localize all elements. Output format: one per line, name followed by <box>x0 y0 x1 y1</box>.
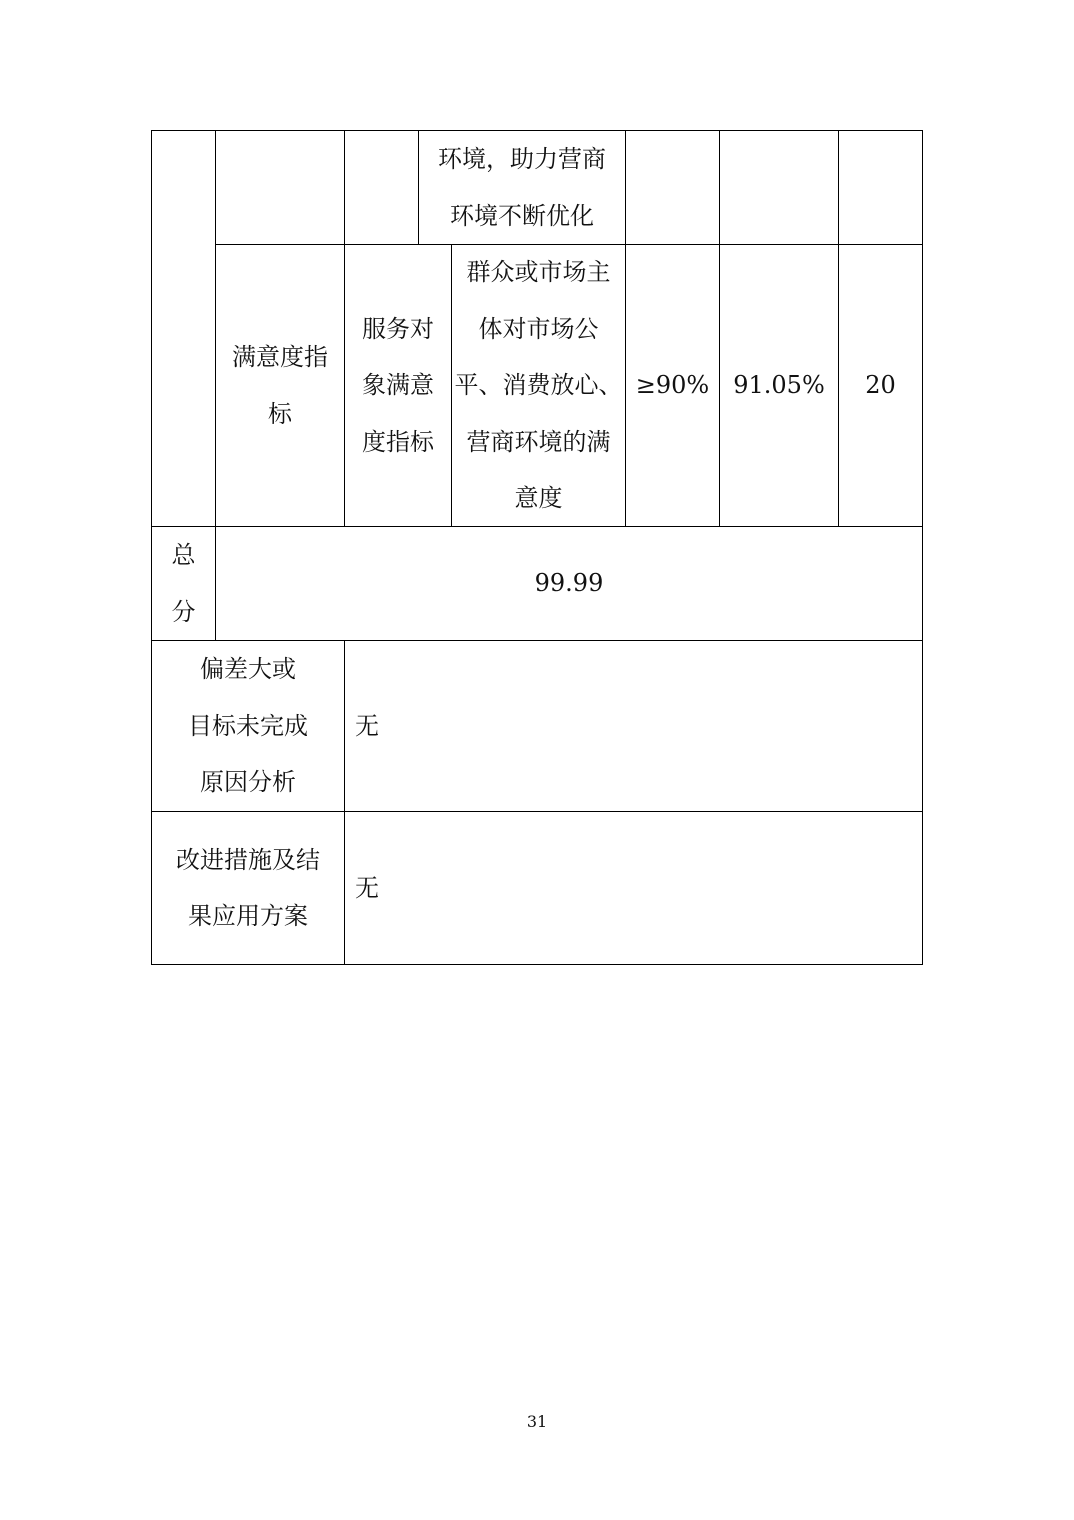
indicator-line: 体对市场公 <box>478 314 599 343</box>
indicator-line: 意度 <box>514 484 563 513</box>
indicator-line: 群众或市场主 <box>466 258 611 287</box>
improvement-value: 无 <box>355 873 379 902</box>
category-line: 满意度指 <box>232 343 328 371</box>
target-value-cell <box>626 245 719 526</box>
category-line: 标 <box>268 399 292 428</box>
target-value: ≥90% <box>635 371 710 400</box>
actual-value-cell <box>720 245 838 526</box>
deviation-label-line: 目标未完成 <box>188 711 308 740</box>
improvement-label-line: 果应用方案 <box>188 902 308 930</box>
improvement-label-cell <box>152 812 344 964</box>
subcategory-line: 度指标 <box>362 427 434 456</box>
deviation-value-cell <box>345 641 922 811</box>
indicator-line: 平、消费放心、 <box>454 371 623 400</box>
actual-value: 91.05% <box>733 371 825 400</box>
deviation-value: 无 <box>355 711 379 740</box>
indicator-line: 环境，助力营商 <box>438 145 606 173</box>
deviation-label-cell <box>152 641 344 811</box>
total-label-line: 分 <box>171 597 196 626</box>
indicator-cell-top <box>419 131 625 244</box>
subcategory-cell <box>345 245 451 526</box>
indicator-line: 营商环境的满 <box>466 427 611 456</box>
deviation-label-line: 偏差大或 <box>200 655 296 684</box>
deviation-label-line: 原因分析 <box>200 768 296 797</box>
total-label-line: 总 <box>171 541 196 569</box>
score-value: 20 <box>865 371 896 400</box>
score-cell <box>839 245 922 526</box>
subcategory-line: 服务对 <box>362 314 434 343</box>
total-label-cell <box>152 527 215 640</box>
improvement-label-line: 改进措施及结 <box>176 845 320 874</box>
total-value-cell <box>216 527 922 640</box>
indicator-line: 环境不断优化 <box>450 201 594 230</box>
improvement-value-cell <box>345 812 922 964</box>
subcategory-line: 象满意 <box>362 371 434 400</box>
page-number: 31 <box>526 1412 548 1431</box>
indicator-cell <box>452 245 625 526</box>
table-border-right <box>922 130 923 965</box>
table-border-bottom <box>151 964 923 965</box>
category-cell <box>216 245 344 526</box>
total-value: 99.99 <box>534 569 604 598</box>
